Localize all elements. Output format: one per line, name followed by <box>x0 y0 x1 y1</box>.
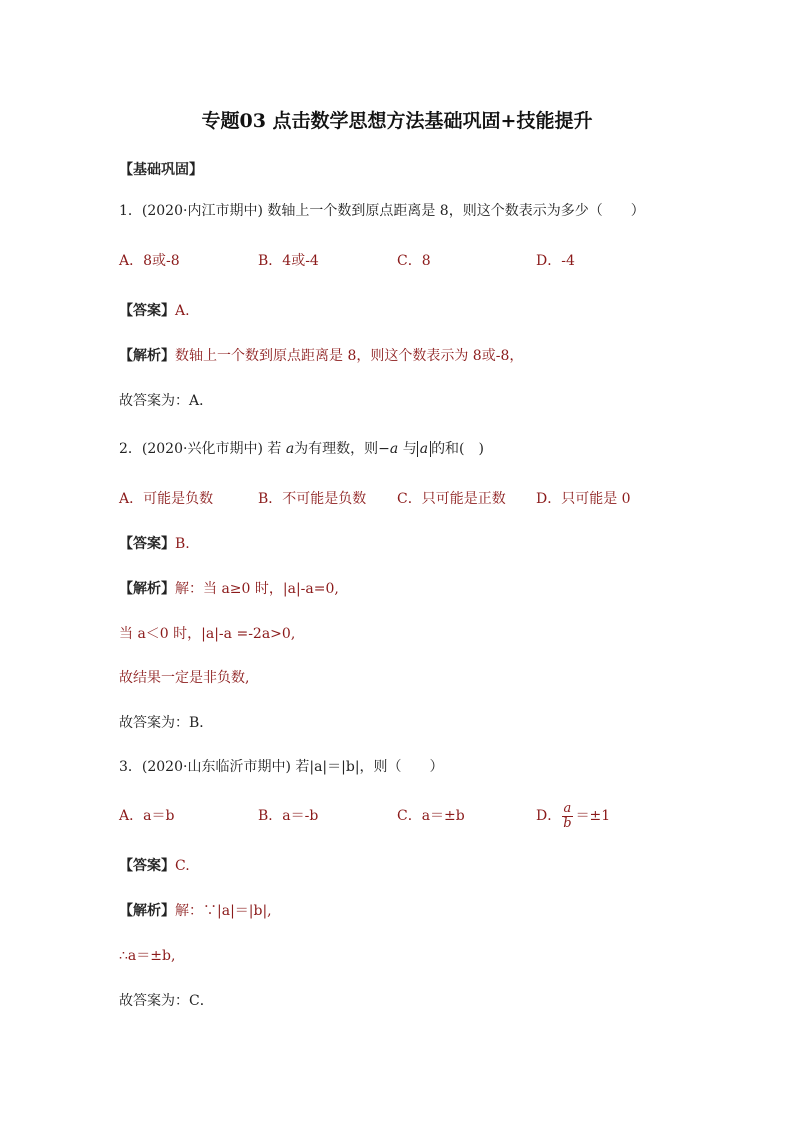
q2-option-c: C．只可能是正数 <box>397 491 506 507</box>
q2-analysis-line-1: 解：当 a≥0 时，|a|-a=0, <box>175 581 339 597</box>
q3-option-d <box>536 798 610 834</box>
q2-stem-mid2: 与 <box>398 441 417 457</box>
q1-option-b: B．4或-4 <box>258 253 319 269</box>
q2-option-d: D．只可能是 0 <box>536 491 631 507</box>
q2-analysis-line-3: 故结果一定是非负数, <box>119 670 250 686</box>
q1-stem: 1．(2020·内江市期中) 数轴上一个数到原点距离是 8，则这个数表示为多少（ ） <box>119 203 645 219</box>
q3-fraction-denominator: b <box>563 815 572 831</box>
q1-option-d: D．-4 <box>536 253 575 269</box>
q3-option-d-rest: ＝±1 <box>575 808 611 824</box>
q1-answer-tag: 【答案】 <box>119 303 175 319</box>
q3-answer <box>119 856 190 876</box>
q2-conclusion: 故答案为：B． <box>119 715 214 731</box>
q2-analysis-line-2: 当 a＜0 时，|a|-a =-2a>0, <box>119 626 296 642</box>
q3-conclusion: 故答案为：C． <box>119 993 214 1009</box>
q2-abs-a: a <box>417 441 431 457</box>
q2-stem-mid1: 为有理数，则 <box>294 441 379 457</box>
q2-answer-tag: 【答案】 <box>119 536 175 552</box>
q1-analysis-text: 数轴上一个数到原点距离是 8，则这个数表示为 8或-8， <box>175 348 524 364</box>
q3-option-d-fraction <box>561 802 573 831</box>
q3-analysis-tag: 【解析】 <box>119 903 175 919</box>
q1-conclusion: 故答案为：A． <box>119 393 214 409</box>
q3-analysis-line-1: 解：∵|a|＝|b|, <box>175 903 272 919</box>
q1-analysis <box>119 346 523 366</box>
section-heading: 【基础巩固】 <box>119 162 203 178</box>
q1-analysis-tag: 【解析】 <box>119 348 175 364</box>
q3-option-b: B．a＝-b <box>258 808 319 824</box>
q1-answer-value: A. <box>175 303 190 319</box>
q3-fraction-numerator: a <box>563 800 572 816</box>
q1-option-c: C．8 <box>397 253 431 269</box>
q3-analysis-line-2: ∴a＝±b, <box>119 948 176 964</box>
q2-stem-suffix: 的和( ) <box>431 441 484 457</box>
q2-stem-prefix: 2．(2020·兴化市期中) 若 <box>119 441 286 457</box>
q3-answer-value: C. <box>175 858 190 874</box>
q2-analysis-tag: 【解析】 <box>119 581 175 597</box>
q1-option-a: A．8或-8 <box>119 253 180 269</box>
q2-answer-value: B. <box>175 536 190 552</box>
q2-stem <box>119 439 484 459</box>
q3-analysis <box>119 901 272 921</box>
q2-option-b: B．不可能是负数 <box>258 491 367 507</box>
q2-analysis <box>119 579 339 599</box>
q3-answer-tag: 【答案】 <box>119 858 175 874</box>
q1-answer <box>119 301 190 321</box>
q3-option-a: A．a＝b <box>119 808 175 824</box>
q3-option-d-label: D． <box>536 808 562 824</box>
q2-neg-a: −a <box>378 441 399 457</box>
q2-option-a: A．可能是负数 <box>119 491 214 507</box>
page-title: 专题03 点击数学思想方法基础巩固+技能提升 <box>201 110 593 132</box>
q3-stem: 3．(2020·山东临沂市期中) 若|a|＝|b|，则（ ） <box>119 759 444 775</box>
q2-answer <box>119 534 190 554</box>
q2-var-a: a <box>285 441 295 457</box>
q3-option-c: C．a＝±b <box>397 808 465 824</box>
